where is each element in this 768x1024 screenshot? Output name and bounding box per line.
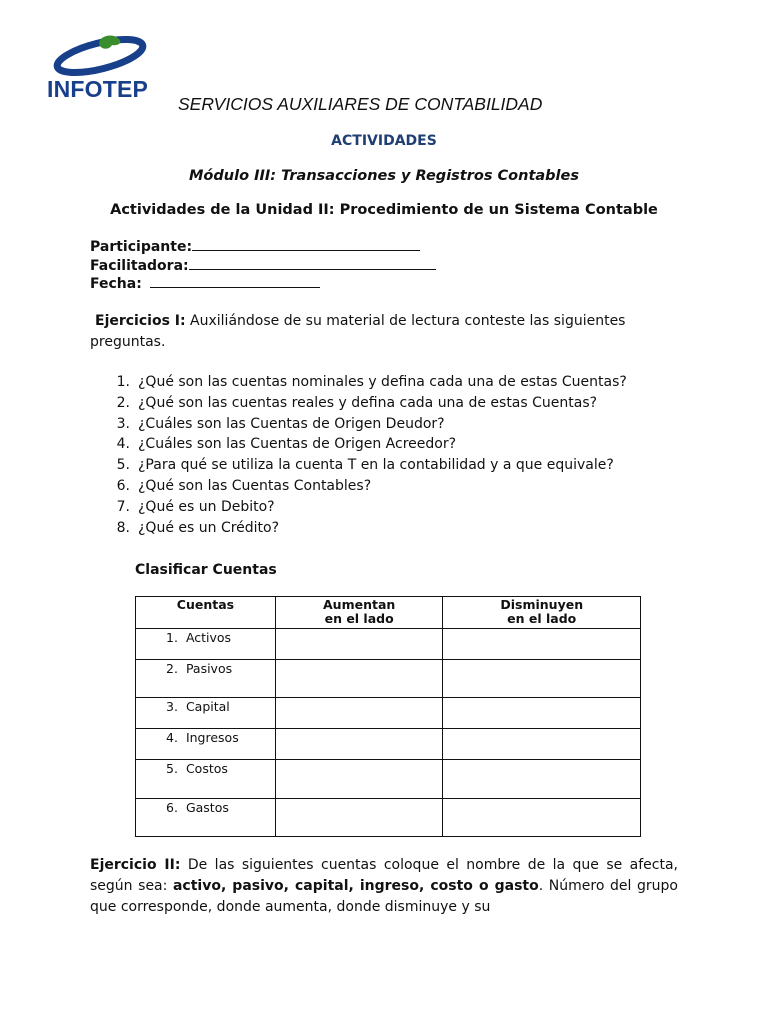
course-title: SERVICIOS AUXILIARES DE CONTABILIDAD xyxy=(178,94,543,114)
account-cell xyxy=(136,698,276,729)
decrease-side-cell[interactable] xyxy=(443,660,641,698)
facilitator-line xyxy=(189,255,436,270)
unit-title: Actividades de la Unidad II: Procedimiento de un Sistema Contable xyxy=(110,202,658,218)
question-item xyxy=(90,497,690,518)
decrease-side-cell[interactable] xyxy=(443,799,641,837)
exercise1-text: Auxiliándose de su material de lectura conteste las siguientes preguntas. xyxy=(90,313,626,350)
account-label: Costos xyxy=(185,761,228,776)
table-row xyxy=(136,799,641,837)
table-row xyxy=(136,660,641,698)
account-number: 1. xyxy=(166,630,178,645)
question-text: ¿Qué son las cuentas nominales y defina cada una de estas Cuentas? xyxy=(138,374,627,390)
increase-side-cell[interactable] xyxy=(275,760,443,799)
date-field xyxy=(90,273,320,293)
table-header-row xyxy=(136,597,641,629)
increase-side-cell[interactable] xyxy=(275,629,443,660)
account-cell xyxy=(136,629,276,660)
participant-field xyxy=(90,236,420,256)
header-aumentan: Aumentan en el lado xyxy=(275,597,443,629)
exercise1-label: Ejercicios I: xyxy=(95,313,186,329)
classify-table xyxy=(135,596,641,837)
account-cell xyxy=(136,799,276,837)
account-number: 2. xyxy=(166,661,178,676)
decrease-side-cell[interactable] xyxy=(443,629,641,660)
account-cell xyxy=(136,760,276,799)
question-number: 6. xyxy=(116,477,130,494)
date-line xyxy=(150,273,320,288)
question-number: 1. xyxy=(116,374,130,390)
header-disminuyen: Disminuyen en el lado xyxy=(443,597,641,629)
question-number: 7. xyxy=(116,498,130,515)
increase-side-cell[interactable] xyxy=(275,660,443,698)
question-item xyxy=(90,434,690,455)
question-number: 3. xyxy=(116,415,130,432)
increase-side-cell[interactable] xyxy=(275,799,443,837)
account-label: Gastos xyxy=(185,800,229,815)
account-label: Capital xyxy=(185,699,230,714)
question-item xyxy=(90,518,690,539)
questions-list xyxy=(90,372,690,538)
exercise2-text-a: De las siguientes cuentas coloque el nombre de la que se afecta, según sea: xyxy=(90,857,678,894)
question-text: ¿Qué es un Crédito? xyxy=(138,519,280,536)
question-number: 4. xyxy=(116,436,130,453)
module-title: Módulo III: Transacciones y Registros Contables xyxy=(189,168,579,184)
exercise2-paragraph xyxy=(90,855,678,918)
increase-side-cell[interactable] xyxy=(275,729,443,760)
infotep-logo xyxy=(44,28,156,104)
question-text: ¿Cuáles son las Cuentas de Origen Acreedor? xyxy=(138,436,457,453)
table-row xyxy=(136,760,641,799)
account-cell xyxy=(136,660,276,698)
activities-heading: ACTIVIDADES xyxy=(331,133,437,149)
classify-heading: Clasificar Cuentas xyxy=(135,562,277,578)
decrease-side-cell[interactable] xyxy=(443,729,641,760)
exercise2-text-b: . Número del grupo que corresponde, donde aumenta, donde disminuye y su xyxy=(90,878,678,915)
question-text: ¿Qué son las Cuentas Contables? xyxy=(138,477,372,494)
table-row xyxy=(136,729,641,760)
question-number: 2. xyxy=(116,394,130,411)
account-number: 6. xyxy=(166,800,178,815)
question-item xyxy=(90,393,690,414)
table-row xyxy=(136,629,641,660)
account-number: 5. xyxy=(166,761,178,776)
question-item xyxy=(90,455,690,476)
table-row xyxy=(136,698,641,729)
account-label: Pasivos xyxy=(185,661,233,676)
participant-label: Participante: xyxy=(90,239,193,255)
question-text: ¿Cuáles son las Cuentas de Origen Deudor? xyxy=(138,415,445,432)
account-cell xyxy=(136,729,276,760)
exercise2-emphasis: activo, pasivo, capital, ingreso, costo o gasto xyxy=(172,878,539,894)
account-number: 4. xyxy=(166,730,178,745)
facilitator-field xyxy=(90,255,436,275)
question-number: 5. xyxy=(116,457,130,474)
question-number: 8. xyxy=(116,519,130,536)
question-item xyxy=(90,372,690,393)
header-cuentas: Cuentas xyxy=(136,597,276,629)
decrease-side-cell[interactable] xyxy=(443,760,641,799)
date-label: Fecha: xyxy=(90,276,142,292)
infotep-logo-icon xyxy=(44,28,156,80)
account-label: Activos xyxy=(185,630,232,645)
increase-side-cell[interactable] xyxy=(275,698,443,729)
question-item xyxy=(90,414,690,435)
facilitator-label: Facilitadora: xyxy=(90,258,189,274)
exercise2-label: Ejercicio II: xyxy=(90,857,181,873)
exercise1-paragraph xyxy=(90,311,680,353)
account-number: 3. xyxy=(166,699,178,714)
participant-line xyxy=(192,236,420,251)
logo-text: INFOTEP xyxy=(47,76,149,102)
question-text: ¿Para qué se utiliza la cuenta T en la contabilidad y a que equivale? xyxy=(138,457,614,474)
question-item xyxy=(90,476,690,497)
question-text: ¿Qué es un Debito? xyxy=(138,498,275,515)
question-text: ¿Qué son las cuentas reales y defina cada una de estas Cuentas? xyxy=(138,394,598,411)
decrease-side-cell[interactable] xyxy=(443,698,641,729)
account-label: Ingresos xyxy=(185,730,239,745)
